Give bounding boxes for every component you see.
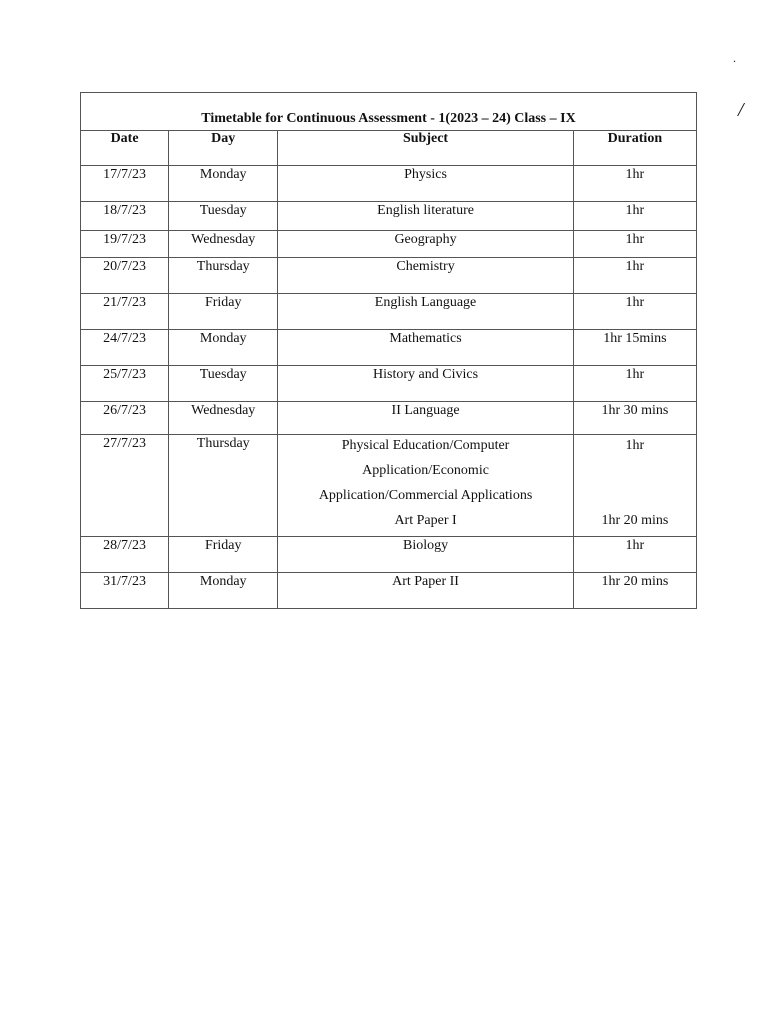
cell-day: Friday	[169, 294, 278, 330]
table-row	[81, 537, 697, 573]
cell-date: 19/7/23	[81, 231, 169, 258]
stray-dot-mark: .	[733, 51, 736, 65]
cell-subject: Mathematics	[278, 330, 573, 366]
timetable-title: Timetable for Continuous Assessment - 1(2023 – 24) Class – IX	[81, 93, 697, 131]
table-row	[81, 366, 697, 402]
cell-duration: 1hr	[573, 166, 696, 202]
cell-date: 20/7/23	[81, 258, 169, 294]
cell-duration	[573, 435, 696, 537]
cell-subject: Geography	[278, 231, 573, 258]
cell-date: 17/7/23	[81, 166, 169, 202]
subject-line: Application/Economic	[362, 463, 489, 478]
cell-duration: 1hr 20 mins	[573, 573, 696, 609]
cell-subject: Physics	[278, 166, 573, 202]
cell-date: 27/7/23	[81, 435, 169, 537]
subject-line: Application/Commercial Applications	[318, 488, 533, 503]
table-row	[81, 573, 697, 609]
cell-duration: 1hr 30 mins	[573, 402, 696, 435]
cell-duration: 1hr	[573, 366, 696, 402]
cell-subject: Art Paper II	[278, 573, 573, 609]
cell-day: Thursday	[169, 258, 278, 294]
cell-duration: 1hr 15mins	[573, 330, 696, 366]
cell-date: 28/7/23	[81, 537, 169, 573]
cell-subject: History and Civics	[278, 366, 573, 402]
table-row	[81, 294, 697, 330]
cell-subject: Chemistry	[278, 258, 573, 294]
cell-day: Wednesday	[169, 231, 278, 258]
timetable	[80, 92, 697, 609]
table-row	[81, 330, 697, 366]
cell-duration: 1hr	[573, 202, 696, 231]
subject-line: Physical Education/Computer	[341, 438, 510, 453]
cell-date: 18/7/23	[81, 202, 169, 231]
table-row	[81, 166, 697, 202]
table-row	[81, 258, 697, 294]
cell-day: Tuesday	[169, 366, 278, 402]
cell-subject: English Language	[278, 294, 573, 330]
duration-line: 1hr	[625, 438, 645, 453]
table-row	[81, 231, 697, 258]
cell-day: Thursday	[169, 435, 278, 537]
cell-date: 21/7/23	[81, 294, 169, 330]
cell-subject	[278, 435, 573, 537]
table-row	[81, 202, 697, 231]
cell-duration: 1hr	[573, 258, 696, 294]
cell-date: 24/7/23	[81, 330, 169, 366]
table-row	[81, 435, 697, 537]
stray-slash-mark: /	[738, 99, 744, 121]
cell-subject: II Language	[278, 402, 573, 435]
table-row	[81, 402, 697, 435]
cell-subject: English literature	[278, 202, 573, 231]
header-duration: Duration	[573, 131, 696, 166]
cell-date: 31/7/23	[81, 573, 169, 609]
cell-date: 25/7/23	[81, 366, 169, 402]
subject-line: Art Paper I	[394, 513, 457, 528]
cell-day: Wednesday	[169, 402, 278, 435]
header-day: Day	[169, 131, 278, 166]
cell-day: Friday	[169, 537, 278, 573]
header-subject: Subject	[278, 131, 573, 166]
cell-duration: 1hr	[573, 537, 696, 573]
cell-day: Monday	[169, 166, 278, 202]
cell-day: Tuesday	[169, 202, 278, 231]
duration-line: 1hr 20 mins	[601, 513, 669, 528]
header-row	[81, 131, 697, 166]
cell-date: 26/7/23	[81, 402, 169, 435]
cell-duration: 1hr	[573, 294, 696, 330]
cell-subject: Biology	[278, 537, 573, 573]
cell-day: Monday	[169, 573, 278, 609]
cell-day: Monday	[169, 330, 278, 366]
cell-duration: 1hr	[573, 231, 696, 258]
header-date: Date	[81, 131, 169, 166]
